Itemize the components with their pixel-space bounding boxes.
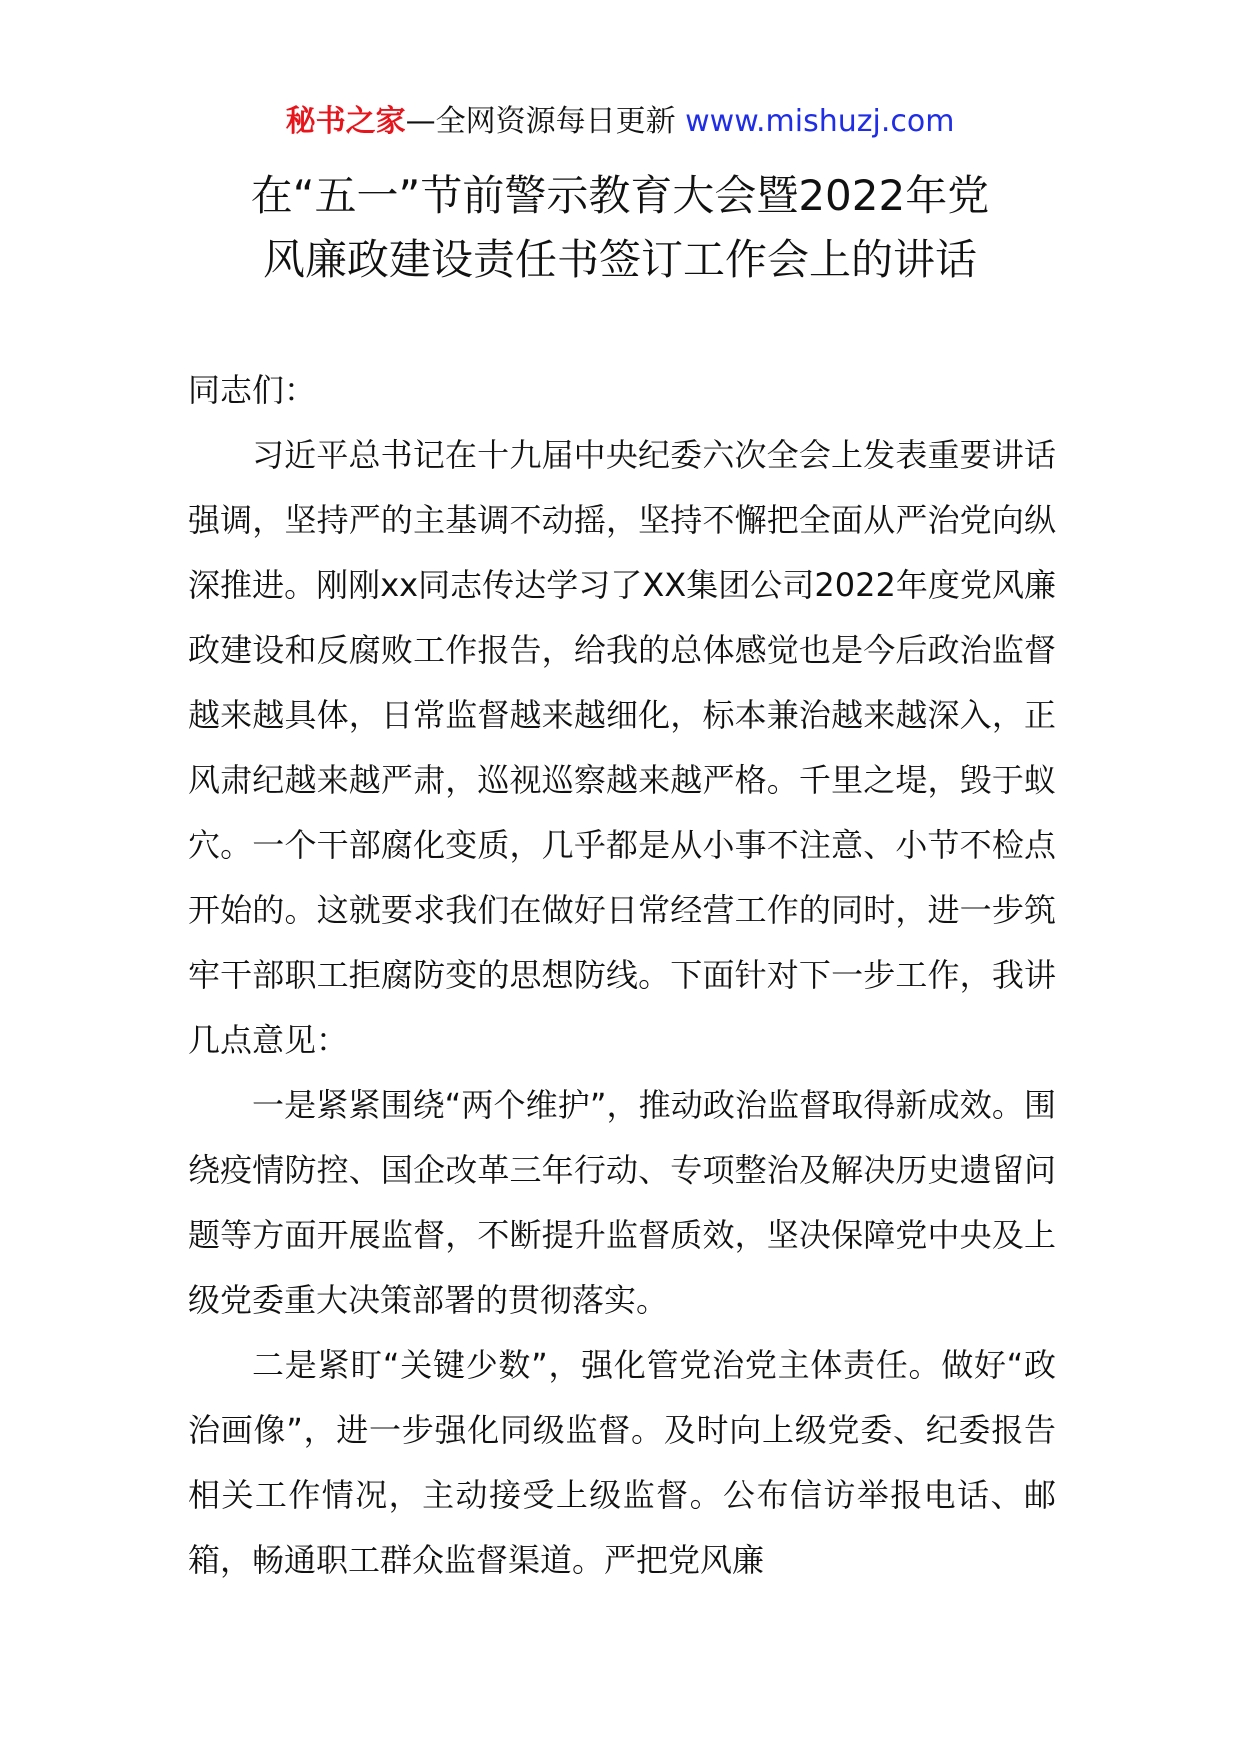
brand-name: 秘书之家 — [285, 104, 406, 139]
header-tagline: —全网资源每日更新 — [405, 104, 676, 139]
speech-body — [188, 358, 1056, 1593]
site-url-link[interactable]: www.mishuzj.com — [685, 104, 955, 139]
title-line-1: 在“五一”节前警示教育大会暨2022年党 — [250, 171, 990, 220]
paragraph-point-one: 一是紧紧围绕“两个维护”，推动政治监督取得新成效。围绕疫情防控、国企改革三年行动、专项整治及解决历史遗留问题等方面开展监督，不断提升监督质效，坚决保障党中央及上级党委重大决策部署的贯彻落实。 — [188, 1086, 1056, 1319]
paragraph-point-two: 二是紧盯“关键少数”，强化管党治党主体责任。做好“政治画像”，进一步强化同级监督。及时向上级党委、纪委报告相关工作情况，主动接受上级监督。公布信访举报电话、邮箱，畅通职工群众监督渠道。严把党风廉 — [188, 1346, 1056, 1579]
site-header — [0, 102, 1240, 142]
greeting: 同志们： — [188, 371, 317, 409]
document-title — [150, 164, 1090, 292]
title-line-2: 风廉政建设责任书签订工作会上的讲话 — [262, 235, 977, 284]
paragraph-intro: 习近平总书记在十九届中央纪委六次全会上发表重要讲话强调，坚持严的主基调不动摇，坚持不懈把全面从严治党向纵深推进。刚刚xx同志传达学习了XX集团公司2022年度党风廉政建设和反腐败工作报告，给我的总体感觉也是今后政治监督越来越具体，日常监督越来越细化，标本兼治越来越深入，正风肃纪越来越严肃，巡视巡察越来越严格。千里之堤，毁于蚁穴。一个干部腐化变质，几乎都是从小事不注意、小节不检点开始的。这就要求我们在做好日常经营工作的同时，进一步筑牢干部职工拒腐防变的思想防线。下面针对下一步工作，我讲几点意见： — [188, 436, 1056, 1059]
